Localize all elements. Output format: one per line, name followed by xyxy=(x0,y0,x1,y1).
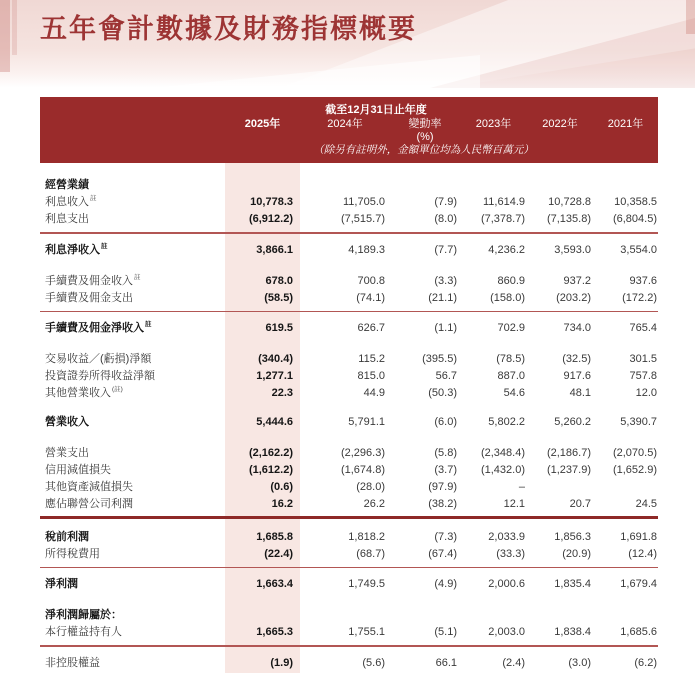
value-cell: 20.7 xyxy=(569,498,591,510)
value-cell: (340.4) xyxy=(258,353,293,365)
value-cell: 44.9 xyxy=(363,387,385,399)
value-cell: (67.4) xyxy=(428,547,457,560)
value-cell: 1,691.8 xyxy=(620,530,657,543)
value-cell: 54.6 xyxy=(503,387,525,399)
col-header-2023: 2023年 xyxy=(475,118,512,130)
value-cell: 1,663.4 xyxy=(256,578,293,590)
value-cell: (8.0) xyxy=(434,213,457,225)
value-cell: (0.6) xyxy=(270,481,293,493)
value-cell: – xyxy=(518,481,525,493)
value-cell: (1,652.9) xyxy=(612,464,657,476)
value-cell: (7,515.7) xyxy=(340,213,385,225)
row-label: 利息支出 xyxy=(45,213,89,225)
value-cell xyxy=(527,607,593,624)
value-cell xyxy=(390,607,460,624)
table-row xyxy=(40,211,658,228)
value-cell: (3.7) xyxy=(434,464,457,476)
separator-rule xyxy=(40,645,658,647)
value-cell: 24.5 xyxy=(635,498,657,510)
table-row xyxy=(40,273,658,290)
value-cell: (68.7) xyxy=(356,547,385,560)
value-cell xyxy=(527,177,593,194)
value-cell: 1,749.5 xyxy=(348,578,385,590)
value-cell: (33.3) xyxy=(496,547,525,560)
table-row xyxy=(40,576,658,593)
table-body xyxy=(40,163,658,673)
value-cell: 1,679.4 xyxy=(620,578,657,590)
value-cell: 10,778.3 xyxy=(250,196,293,208)
row-label: 信用減值損失 xyxy=(45,464,111,476)
value-cell: 1,818.2 xyxy=(348,530,385,543)
value-cell xyxy=(593,479,658,496)
value-cell: 937.6 xyxy=(629,274,657,287)
row-label: 手續費及佣金支出 xyxy=(45,291,133,304)
value-cell: 2,000.6 xyxy=(488,578,525,590)
row-label: 利息收入$^註$ xyxy=(45,195,97,208)
value-cell: (38.2) xyxy=(428,498,457,510)
value-cell: (21.1) xyxy=(428,291,457,304)
value-cell xyxy=(390,177,460,194)
value-cell: 1,685.8 xyxy=(256,530,293,543)
value-cell: 48.1 xyxy=(569,387,591,399)
value-cell: 66.1 xyxy=(435,656,457,669)
row-label: 應佔聯營公司利潤 xyxy=(45,498,133,510)
table-row xyxy=(40,290,658,307)
value-cell: 937.2 xyxy=(563,274,591,287)
col-header-2022: 2022年 xyxy=(542,118,578,130)
value-cell: (12.4) xyxy=(628,547,657,560)
row-label: 淨利潤 xyxy=(45,578,78,590)
table-row xyxy=(40,546,658,563)
value-cell xyxy=(225,607,300,624)
table-row xyxy=(40,445,658,462)
value-cell xyxy=(527,479,593,496)
table-row xyxy=(40,607,658,624)
value-cell: 1,835.4 xyxy=(554,578,591,590)
value-cell: 4,189.3 xyxy=(348,243,385,256)
value-cell: (74.1) xyxy=(356,291,385,304)
value-cell: 12.0 xyxy=(635,387,657,399)
value-cell: 5,802.2 xyxy=(488,416,525,428)
five-year-summary-table xyxy=(40,97,658,673)
table-header xyxy=(40,97,658,163)
value-cell: 1,856.3 xyxy=(554,530,591,543)
value-cell xyxy=(593,177,658,194)
value-cell: (2,296.3) xyxy=(340,447,385,459)
table-row xyxy=(40,177,658,194)
value-cell: (203.2) xyxy=(556,291,591,304)
value-cell: 678.0 xyxy=(265,274,293,287)
separator-rule xyxy=(40,311,658,313)
value-cell: 115.2 xyxy=(358,353,385,365)
value-cell: (1,612.2) xyxy=(248,464,293,476)
value-cell: (5.1) xyxy=(434,626,457,638)
table-row xyxy=(40,414,658,431)
percent-label: (%) xyxy=(416,131,434,143)
note-superscript: 註 xyxy=(134,273,141,281)
value-cell: (5.8) xyxy=(434,447,457,459)
value-cell: (2,186.7) xyxy=(546,447,591,459)
value-cell xyxy=(225,177,300,194)
table-row xyxy=(40,624,658,641)
table-row xyxy=(40,462,658,479)
value-cell: 12.1 xyxy=(503,498,525,510)
value-cell: (1,237.9) xyxy=(546,464,591,476)
banner-shape xyxy=(150,55,480,88)
value-cell: 1,755.1 xyxy=(348,626,385,638)
value-cell: (6,804.5) xyxy=(612,213,657,225)
separator-rule xyxy=(40,516,658,519)
value-cell: (97.9) xyxy=(428,481,457,493)
value-cell: 301.5 xyxy=(629,353,657,365)
row-label: 交易收益／(虧損)淨額 xyxy=(45,353,152,365)
table-row xyxy=(40,320,658,337)
note-superscript: 註 xyxy=(90,195,97,203)
value-cell: 10,728.8 xyxy=(548,196,591,208)
value-cell: (58.5) xyxy=(264,291,293,304)
value-cell: 11,705.0 xyxy=(342,196,385,208)
value-cell: 3,593.0 xyxy=(554,243,591,256)
value-cell: (1.1) xyxy=(434,322,457,334)
value-cell: (395.5) xyxy=(422,353,457,365)
value-cell: 2,033.9 xyxy=(488,530,525,543)
value-cell: 757.8 xyxy=(629,370,657,382)
row-label: 其他資產減值損失 xyxy=(45,481,133,493)
value-cell: (172.2) xyxy=(622,291,657,304)
value-cell: (158.0) xyxy=(490,291,525,304)
row-label: 投資證券所得收益淨額 xyxy=(45,370,155,382)
row-label: 所得稅費用 xyxy=(45,547,100,560)
row-label: 手續費及佣金淨收入$^註$ xyxy=(45,321,152,334)
value-cell: 700.8 xyxy=(357,274,385,287)
value-cell: (2.4) xyxy=(502,656,525,669)
row-label: 營業收入 xyxy=(45,416,89,428)
period-title: 截至12月31日止年度 xyxy=(325,104,427,116)
value-cell: 860.9 xyxy=(497,274,525,287)
col-header-2024: 2024年 xyxy=(327,118,363,130)
value-cell: (5.6) xyxy=(362,656,385,669)
row-label: 本行權益持有人 xyxy=(45,626,122,638)
value-cell: 917.6 xyxy=(563,370,591,382)
value-cell xyxy=(593,607,658,624)
value-cell: 56.7 xyxy=(435,370,457,382)
value-cell: 16.2 xyxy=(271,498,293,510)
value-cell: 765.4 xyxy=(629,322,657,334)
value-cell: (6.0) xyxy=(434,416,457,428)
value-cell: (4.9) xyxy=(434,578,457,590)
note-superscript: 註 xyxy=(145,321,152,329)
value-cell: 702.9 xyxy=(497,322,525,334)
row-label: 其他營業收入$^{(註)}$ xyxy=(45,386,123,399)
value-cell xyxy=(300,607,390,624)
col-header-2025: 2025年 xyxy=(244,118,281,130)
unit-note: （除另有註明外，金額單位均為人民幣百萬元） xyxy=(313,144,534,156)
value-cell: (7,135.8) xyxy=(546,213,591,225)
value-cell: (1,674.8) xyxy=(340,464,385,476)
value-cell: 2,003.0 xyxy=(488,626,525,638)
table-row xyxy=(40,479,658,496)
value-cell: (1,432.0) xyxy=(480,464,525,476)
value-cell: 5,444.6 xyxy=(256,416,293,428)
value-cell: (6,912.2) xyxy=(248,213,293,225)
value-cell: (7,378.7) xyxy=(480,213,525,225)
row-label: 稅前利潤 xyxy=(45,530,89,543)
value-cell: (20.9) xyxy=(562,547,591,560)
value-cell: 5,260.2 xyxy=(554,416,591,428)
value-cell: (32.5) xyxy=(562,353,591,365)
value-cell: 5,390.7 xyxy=(620,416,657,428)
value-cell xyxy=(460,607,527,624)
page-title: 五年會計數據及財務指標概要 xyxy=(40,14,417,44)
value-cell: 626.7 xyxy=(357,322,385,334)
value-cell: (3.0) xyxy=(568,656,591,669)
value-cell: (3.3) xyxy=(434,274,457,287)
value-cell: 1,838.4 xyxy=(554,626,591,638)
value-cell: 3,866.1 xyxy=(256,243,293,256)
value-cell: 10,358.5 xyxy=(614,196,657,208)
table-row xyxy=(40,529,658,546)
banner-shape xyxy=(12,0,17,55)
table-row xyxy=(40,385,658,402)
value-cell: 3,554.0 xyxy=(620,243,657,256)
value-cell: (50.3) xyxy=(428,387,457,399)
table-row xyxy=(40,194,658,211)
value-cell: (7.3) xyxy=(434,530,457,543)
value-cell: 1,277.1 xyxy=(256,370,293,382)
value-cell: 26.2 xyxy=(363,498,385,510)
value-cell: 22.3 xyxy=(271,387,293,399)
value-cell: (6.2) xyxy=(634,656,657,669)
row-label: 非控股權益 xyxy=(45,656,100,669)
row-label: 利息淨收入$^註$ xyxy=(45,242,108,256)
value-cell: 1,665.3 xyxy=(256,626,293,638)
table-row xyxy=(40,368,658,385)
table-row xyxy=(40,242,658,259)
banner-shape xyxy=(0,0,10,72)
value-cell: (78.5) xyxy=(496,353,525,365)
row-label: 經營業績 xyxy=(45,179,89,191)
value-cell: 11,614.9 xyxy=(482,196,525,208)
value-cell: (22.4) xyxy=(264,547,293,560)
value-cell: 1,685.6 xyxy=(620,626,657,638)
value-cell: 887.0 xyxy=(497,370,525,382)
note-superscript: (註) xyxy=(112,386,123,394)
value-cell xyxy=(300,177,390,194)
value-cell: (2,070.5) xyxy=(612,447,657,459)
value-cell: 734.0 xyxy=(563,322,591,334)
value-cell: (2,162.2) xyxy=(248,447,293,459)
value-cell: (7.7) xyxy=(434,243,457,256)
row-label: 營業支出 xyxy=(45,447,89,459)
table-row xyxy=(40,496,658,513)
value-cell xyxy=(460,177,527,194)
value-cell: 619.5 xyxy=(265,322,293,334)
separator-rule xyxy=(40,567,658,569)
separator-rule xyxy=(40,232,658,234)
value-cell: 4,236.2 xyxy=(488,243,525,256)
note-superscript: 註 xyxy=(101,242,108,250)
table-row xyxy=(40,351,658,368)
row-label: 手續費及佣金收入$^註$ xyxy=(45,273,141,287)
banner-shape xyxy=(686,0,695,34)
value-cell: (2,348.4) xyxy=(480,447,525,459)
row-label: 淨利潤歸屬於： xyxy=(45,609,122,621)
col-header-2021: 2021年 xyxy=(607,118,644,130)
table-row xyxy=(40,655,658,672)
value-cell: 5,791.1 xyxy=(348,416,385,428)
value-cell: (7.9) xyxy=(434,196,457,208)
value-cell: 815.0 xyxy=(357,370,385,382)
col-header-change-rate: 變動率 xyxy=(408,118,442,130)
value-cell: (1.9) xyxy=(270,656,293,669)
value-cell: (28.0) xyxy=(356,481,385,493)
